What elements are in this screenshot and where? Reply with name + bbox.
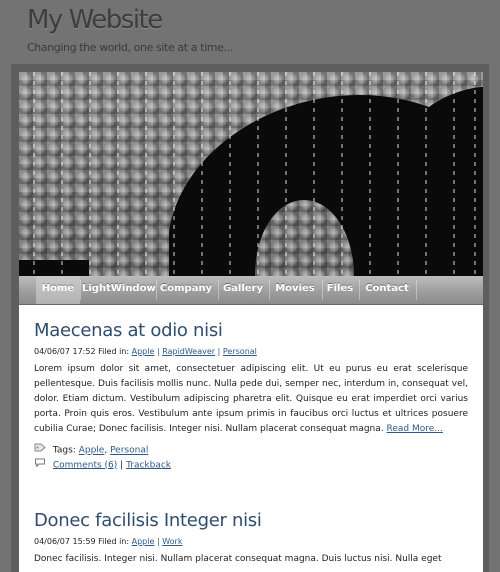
nav-divider — [218, 280, 219, 300]
blog-content — [19, 305, 483, 572]
blog-post — [34, 510, 468, 567]
nav-item-company[interactable]: Company — [159, 283, 213, 294]
category-link-rapidweaver[interactable]: RapidWeaver — [162, 347, 216, 356]
nav-item-contact[interactable]: Contact — [365, 283, 409, 294]
category-link-apple[interactable]: Apple — [131, 347, 155, 356]
post-excerpt — [34, 552, 468, 567]
post-tags: Tags: Apple, Personal — [34, 443, 468, 458]
category-link-apple[interactable]: Apple — [131, 537, 155, 546]
post-title[interactable]: Maecenas at odio nisi — [34, 320, 223, 341]
post-filed-label: Filed in: — [98, 537, 130, 546]
tag-link-apple[interactable]: Apple — [78, 445, 105, 456]
site-title[interactable]: My Website — [27, 5, 162, 35]
page-wrapper — [11, 64, 489, 572]
nav-divider — [322, 280, 323, 300]
trackback-link[interactable]: Trackback — [126, 460, 172, 470]
nav-divider — [269, 280, 270, 300]
site-header — [0, 0, 500, 64]
nav-divider — [416, 280, 417, 300]
tag-icon — [34, 443, 46, 457]
nav-divider — [359, 280, 360, 300]
nav-item-movies[interactable]: Movies — [275, 283, 315, 294]
banner-graphic — [19, 72, 483, 276]
post-date: 04/06/07 17:52 — [34, 347, 96, 356]
post-meta: 04/06/07 17:52 Filed in: Apple | RapidWeaver | Personal — [34, 347, 257, 356]
main-navigation — [19, 276, 483, 305]
category-link-personal[interactable]: Personal — [222, 347, 257, 356]
tag-link-personal[interactable]: Personal — [110, 445, 149, 456]
header-banner-image — [19, 72, 483, 276]
post-body-text: Lorem ipsum dolor sit amet, consectetuer adipiscing elit. Ut eu purus eu erat scelerisque pellentesque. Duis facilisis mollis nunc. Nulla pede dui, semper nec, interdum in, consequat vel, dolor. Etiam dictum. Vestibulum adipiscing pharetra elit. Quisque eu erat imperdiet orci varius porta. Proin quis eros. Vestibulum ante ipsum primis in faucibus orci luctus et ultrices posuere cubilia Curae; Donec facilisis. Integer nisi. Nullam placerat consequat magna. — [34, 364, 468, 434]
comments-link[interactable]: Comments (6) — [52, 460, 118, 470]
blog-post — [34, 320, 468, 472]
comment-icon — [34, 458, 46, 472]
category-link-work[interactable]: Work — [162, 537, 183, 546]
site-slogan: Changing the world, one site at a time... — [27, 41, 233, 54]
nav-divider — [156, 280, 157, 300]
post-comments: Comments (6) | Trackback — [34, 458, 468, 473]
nav-item-gallery[interactable]: Gallery — [222, 283, 264, 294]
post-title[interactable]: Donec facilisis Integer nisi — [34, 510, 262, 531]
post-filed-label: Filed in: — [98, 347, 130, 356]
post-meta: 04/06/07 15:59 Filed in: Apple | Work — [34, 537, 183, 546]
nav-item-home[interactable]: Home — [36, 276, 80, 304]
read-more-link[interactable]: Read More... — [386, 424, 443, 434]
post-body-text: Donec facilisis. Integer nisi. Nullam placerat consequat magna. Duis luctus nisi. Nulla eget — [34, 554, 442, 564]
tags-label: Tags: — [52, 445, 76, 456]
nav-divider — [80, 280, 81, 300]
post-excerpt — [34, 362, 468, 437]
nav-item-lightwindow[interactable]: LightWindow — [82, 283, 156, 294]
post-date: 04/06/07 15:59 — [34, 537, 96, 546]
nav-item-files[interactable]: Files — [326, 283, 354, 294]
